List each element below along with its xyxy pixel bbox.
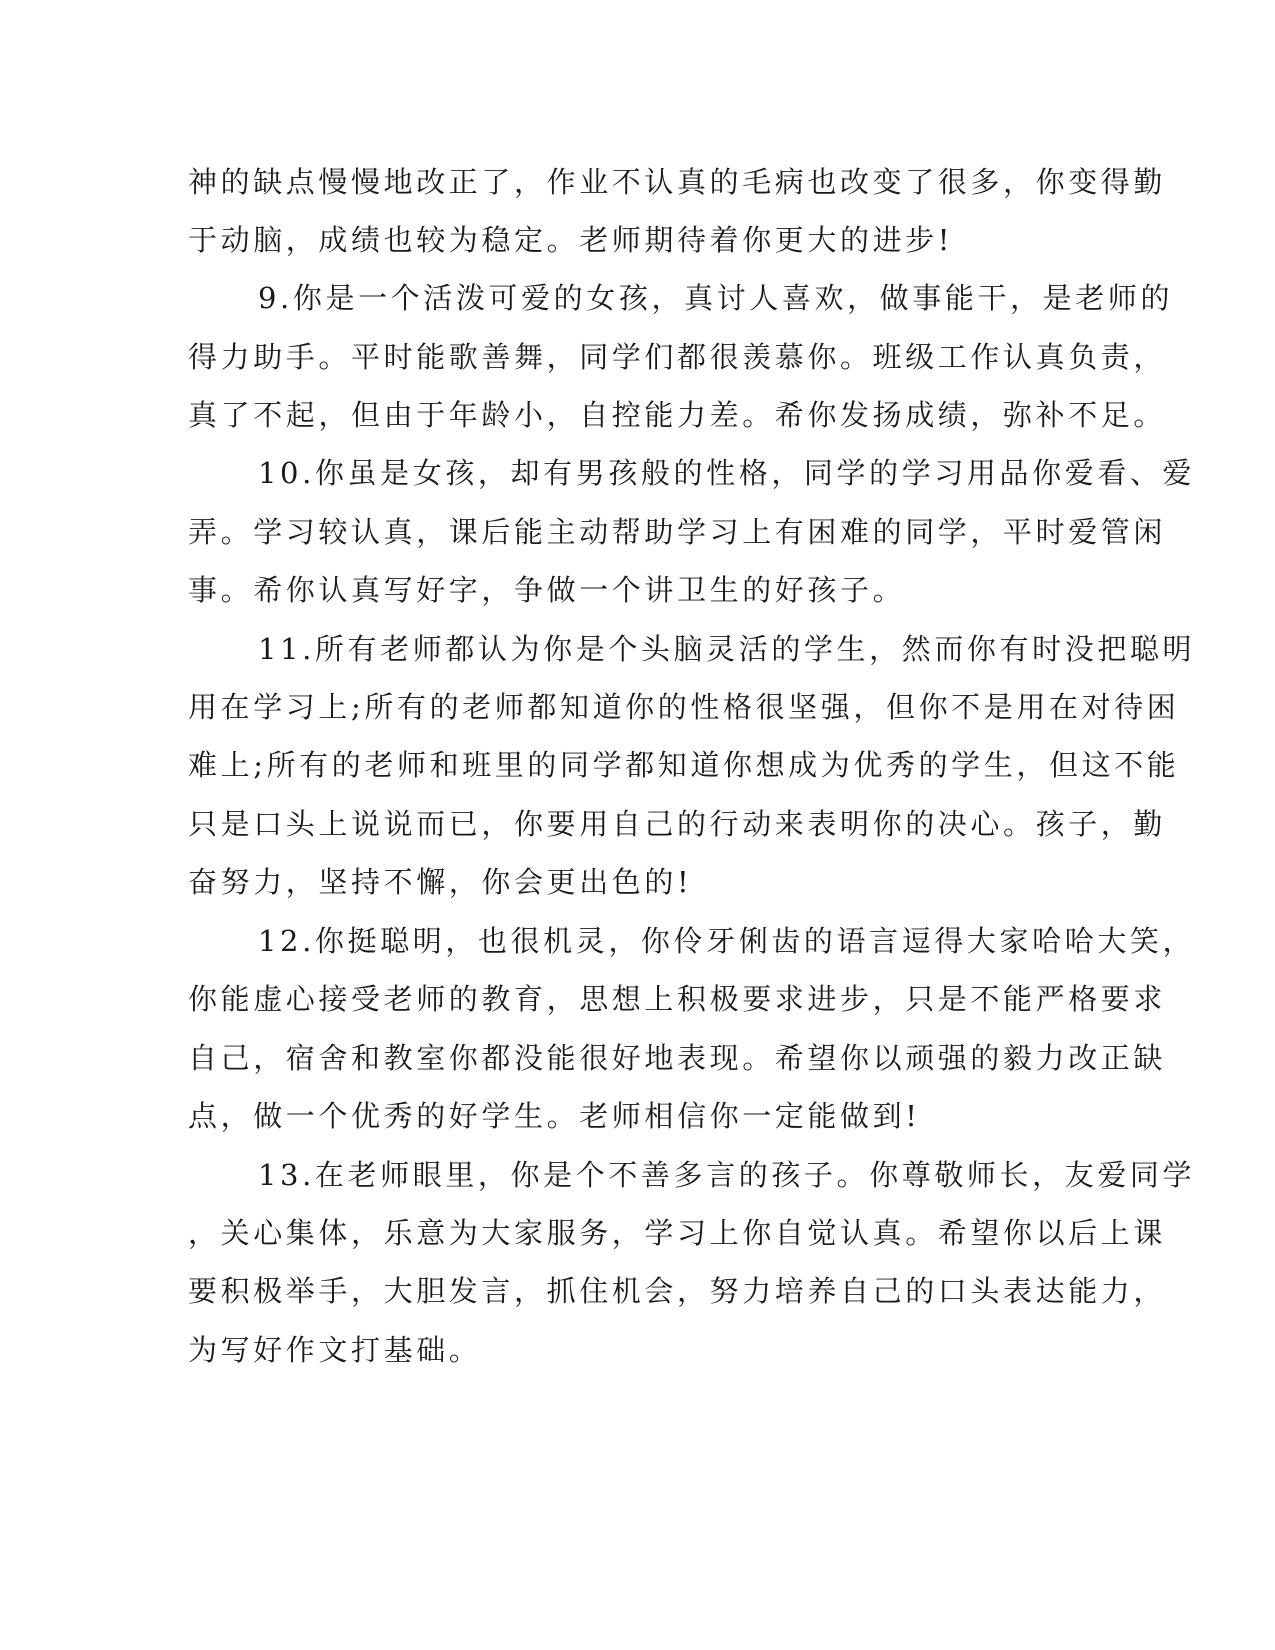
text-line: 要积极举手，大胆发言，抓住机会，努力培养自己的口头表达能力， [188,1274,1167,1308]
text-line: 弄。学习较认真，课后能主动帮助学习上有困难的同学，平时爱管闲 [188,515,1167,549]
paragraph-11-start: 11.所有老师都认为你是个头脑灵活的学生，然而你有时没把聪明 [258,632,1196,666]
paragraph-13-start: 13.在老师眼里，你是个不善多言的孩子。你尊敬师长，友爱同学 [258,1158,1196,1192]
paragraph-12-start: 12.你挺聪明，也很机灵，你伶牙俐齿的语言逗得大家哈哈大笑， [258,924,1196,958]
text-line: 奋努力，坚持不懈，你会更出色的! [188,865,693,899]
paragraph-9-start: 9.你是一个活泼可爱的女孩，真讨人喜欢，做事能干，是老师的 [258,281,1174,315]
text-line: 用在学习上;所有的老师都知道你的性格很坚强，但你不是用在对待困 [188,690,1180,724]
text-line: 事。希你认真写好字，争做一个讲卫生的好孩子。 [188,573,906,607]
text-line: 难上;所有的老师和班里的同学都知道你想成为优秀的学生，但这不能 [188,748,1180,782]
text-line: 点，做一个优秀的好学生。老师相信你一定能做到! [188,1099,921,1133]
text-line: 你能虚心接受老师的教育，思想上积极要求进步，只是不能严格要求 [188,982,1167,1016]
text-line: 自己，宿舍和教室你都没能很好地表现。希望你以顽强的毅力改正缺 [188,1041,1167,1075]
text-line: 于动脑，成绩也较为稳定。老师期待着你更大的进步! [188,223,954,257]
text-line: 为写好作文打基础。 [188,1333,482,1367]
text-line: ，关心集体，乐意为大家服务，学习上你自觉认真。希望你以后上课 [188,1216,1167,1250]
text-line: 神的缺点慢慢地改正了，作业不认真的毛病也改变了很多，你变得勤 [188,165,1167,199]
text-line: 得力助手。平时能歌善舞，同学们都很羡慕你。班级工作认真负责， [188,340,1167,374]
paragraph-10-start: 10.你虽是女孩，却有男孩般的性格，同学的学习用品你爱看、爱 [258,456,1196,490]
text-line: 真了不起，但由于年龄小，自控能力差。希你发扬成绩，弥补不足。 [188,398,1167,432]
text-line: 只是口头上说说而已，你要用自己的行动来表明你的决心。孩子，勤 [188,807,1167,841]
